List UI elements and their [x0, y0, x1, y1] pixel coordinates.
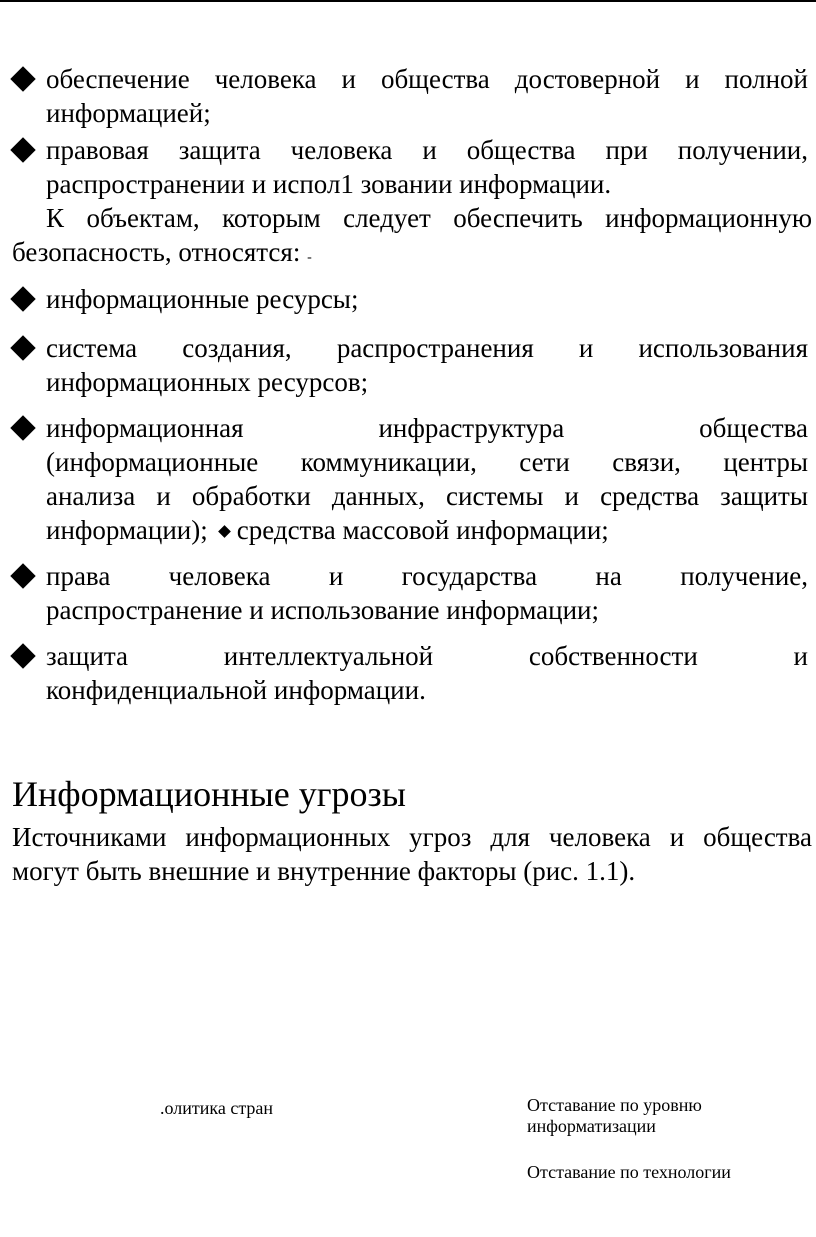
list-item-line — [46, 513, 808, 547]
stray-mark: - — [307, 250, 312, 265]
list-item-text: информации); — [46, 515, 208, 545]
diamond-bullet-icon — [10, 415, 35, 440]
diamond-bullet-icon — [10, 286, 35, 311]
section-heading: Информационные угрозы — [12, 774, 406, 814]
list-item-line: информационных ресурсов; — [46, 367, 369, 397]
list-item-line: права человека и государства на получение, — [46, 561, 808, 591]
figure-label-right-2: Отставание по технологии — [527, 1162, 731, 1182]
list-item-line: система создания, распространения и использования — [46, 333, 808, 363]
list-item-line: обеспечение человека и общества достоверной и полной — [46, 64, 808, 94]
intro-text: безопасность, относятся: — [12, 237, 301, 267]
figure-label-right-1a: Отставание по уровню — [527, 1095, 702, 1115]
list-item-line: (информационные коммуникации, сети связи, центры — [46, 447, 808, 477]
diamond-bullet-icon — [218, 525, 231, 538]
list-item-line: конфиденциальной информации. — [46, 675, 426, 705]
intro-line-1: К объектам, которым следует обеспечить информационную — [46, 203, 812, 233]
list-item-line: информацией; — [46, 98, 211, 128]
list-item-line: анализа и обработки данных, системы и средства защиты — [46, 481, 808, 511]
list-item-line: защита интеллектуальной собственности и — [46, 641, 808, 671]
section-paragraph-line-1: Источниками информационных угроз для человека и общества — [12, 822, 812, 852]
diamond-bullet-icon — [10, 66, 35, 91]
diamond-bullet-icon — [10, 643, 35, 668]
list-item-line: правовая защита человека и общества при получении, — [46, 135, 808, 165]
intro-line-2 — [12, 235, 312, 269]
diamond-bullet-icon — [10, 137, 35, 162]
list-item-line: распространении и испол1 зовании информации. — [46, 169, 612, 199]
section-paragraph-line-2: могут быть внешние и внутренние факторы (рис. 1.1). — [12, 856, 636, 886]
list-item-line: распространение и использование информации; — [46, 595, 599, 625]
page-top-rule — [0, 0, 816, 2]
list-item-line: информационные ресурсы; — [46, 284, 359, 314]
figure-label-right-1b: информатизации — [527, 1116, 656, 1136]
list-item-text: средства массовой информации; — [236, 515, 609, 545]
diamond-bullet-icon — [10, 335, 35, 360]
list-item-line: информационная инфраструктура общества — [46, 413, 808, 443]
figure-label-left: .олитика стран — [160, 1098, 274, 1118]
diamond-bullet-icon — [10, 563, 35, 588]
